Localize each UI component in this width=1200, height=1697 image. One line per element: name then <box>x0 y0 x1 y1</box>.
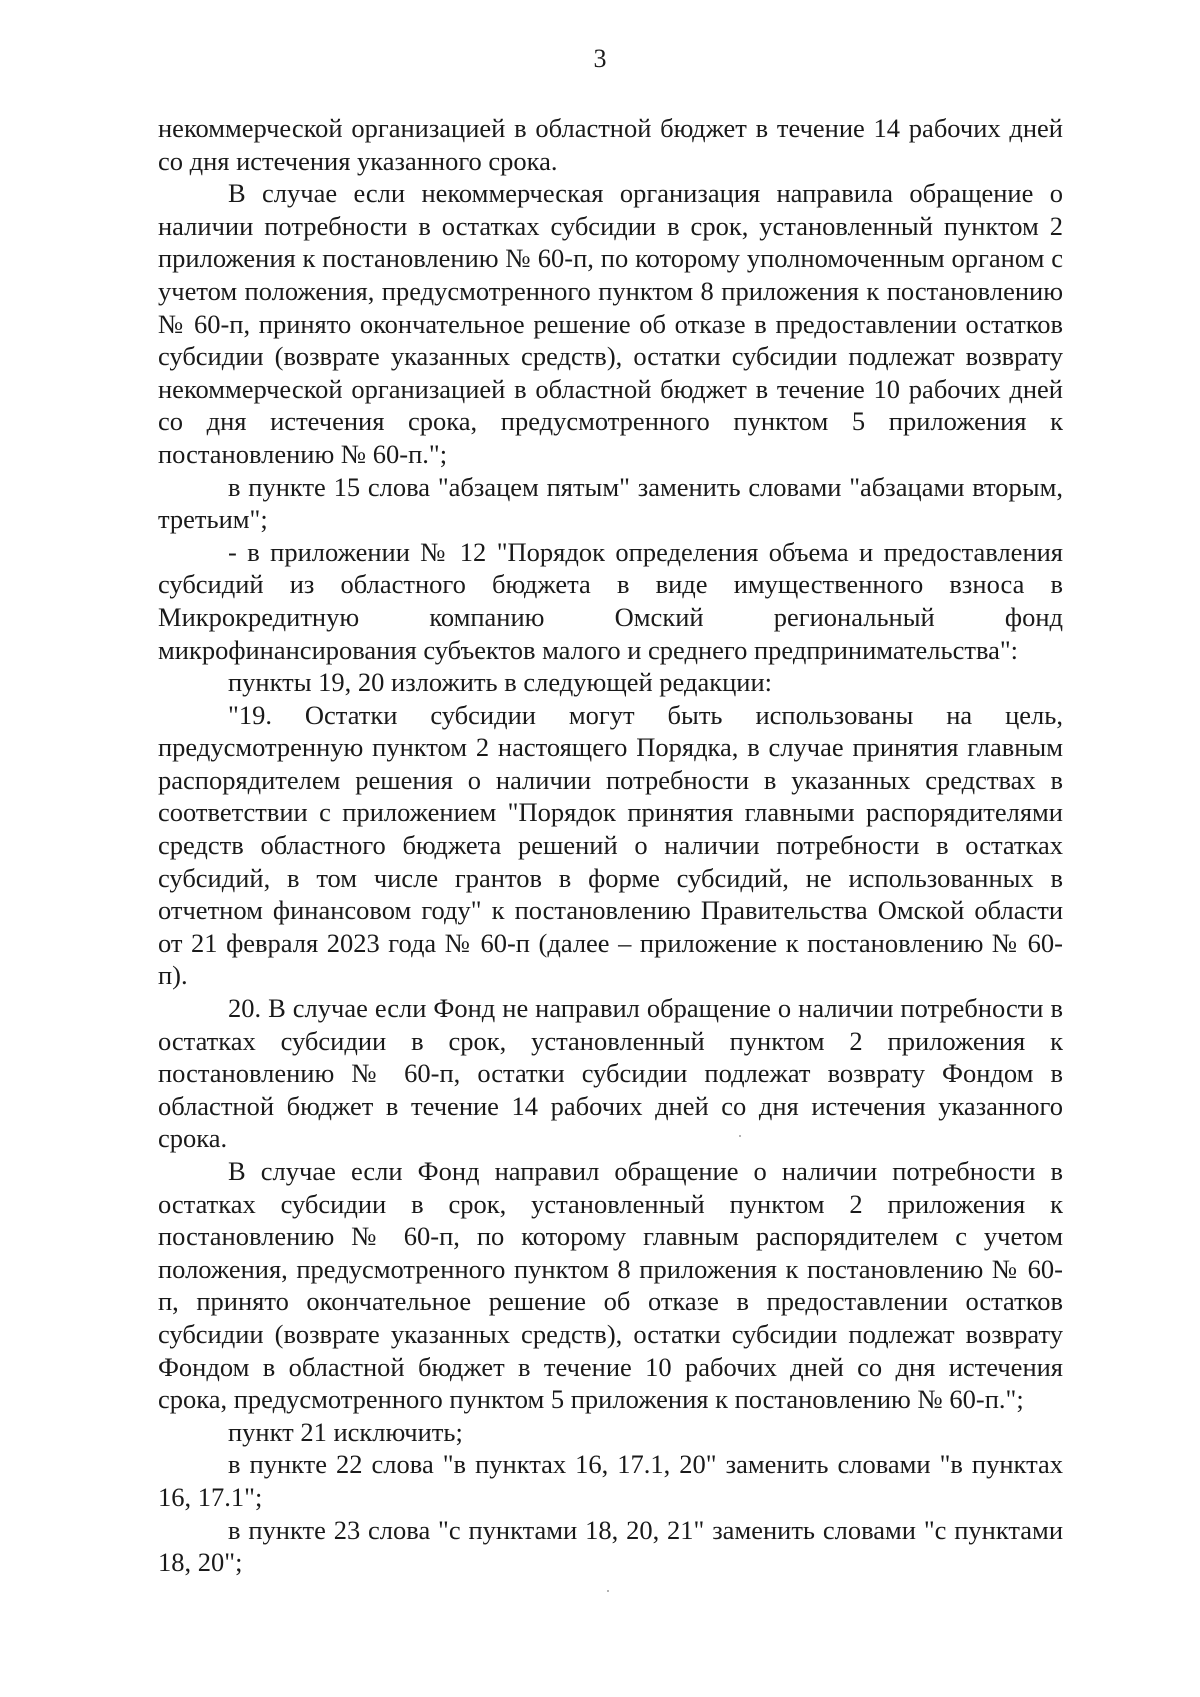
paragraph-nco-refund-rule: В случае если некоммерческая организация направила обращение о наличии потребности в остатках субсидии в срок, установленный пунктом 2 приложения к постановлению № 60-п, по которому уполномоченным органом с учетом положения, предусмотренного пунктом 8 приложения к постановлению № 60-п, принято окончательное решение об отказе в предоставлении остатков субсидии (возврате указанных средств), остатки субсидии подлежат возврату некоммерческой организацией в областной бюджет в течение 10 рабочих дней со дня истечения срока, предусмотренного пунктом 5 приложения к постановлению № 60-п."; <box>158 178 1063 469</box>
paragraph-point-23-amendment: в пункте 23 слова "с пунктами 18, 20, 21" заменить словами "с пунктами 18, 20"; <box>158 1514 1063 1578</box>
paragraph-point-19: "19. Остатки субсидии могут быть использованы на цель, предусмотренную пунктом 2 настоящего Порядка, в случае принятия главным распорядителем решения о наличии потребности в указанных средствах в соответствии с приложением "Порядок принятия главными распорядителями средств областного бюджета решений о наличии потребности в остатках субсидий, в том числе грантов в форме субсидий, не использованных в отчетном финансовом году" к постановлению Правительства Омской области от 21 февраля 2023 года № 60-п (далее – приложение к постановлению № 60-п). <box>158 699 1063 991</box>
document-body <box>158 112 1063 1579</box>
page-number: 3 <box>593 44 607 73</box>
paragraph-point-15-amendment: в пункте 15 слова "абзацем пятым" заменить словами "абзацами вторым, третьим"; <box>158 471 1063 535</box>
paragraph-point-22-amendment: в пункте 22 слова "в пунктах 16, 17.1, 20" заменить словами "в пунктах 16, 17.1"; <box>158 1449 1063 1512</box>
paragraph-points-19-20-intro: пункты 19, 20 изложить в следующей редакции: <box>228 667 773 698</box>
paragraph-continuation: некоммерческой организацией в областной бюджет в течение 14 рабочих дней со дня истечения указанного срока. <box>158 113 1063 176</box>
scan-speck <box>739 1135 741 1137</box>
scan-speck <box>607 1590 609 1592</box>
paragraph-fund-refund-rule: В случае если Фонд направил обращение о наличии потребности в остатках субсидии в срок, установленный пунктом 2 приложения к постановлению № 60-п, по которому главным распорядителем с учетом положения, предусмотренного пунктом 8 приложения к постановлению № 60-п, принято окончательное решение об отказе в предоставлении остатков субсидии (возврате указанных средств), остатки субсидии подлежат возврату Фондом в областной бюджет в течение 10 рабочих дней со дня истечения срока, предусмотренного пунктом 5 приложения к постановлению № 60-п."; <box>158 1156 1063 1415</box>
paragraph-point-20: 20. В случае если Фонд не направил обращение о наличии потребности в остатках субсидии в срок, установленный пунктом 2 приложения к постановлению № 60-п, остатки субсидии подлежат возврату Фондом в областной бюджет в течение 14 рабочих дней со дня истечения указанного срока. <box>158 993 1063 1154</box>
paragraph-appendix-12: - в приложении № 12 "Порядок определения объема и предоставления субсидий из областного бюджета в виде имущественного взноса в Микрокредитную компанию Омский региональный фонд микрофинансирования субъектов малого и среднего предпринимательства": <box>158 536 1063 665</box>
paragraph-point-21-excluded: пункт 21 исключить; <box>228 1416 463 1447</box>
